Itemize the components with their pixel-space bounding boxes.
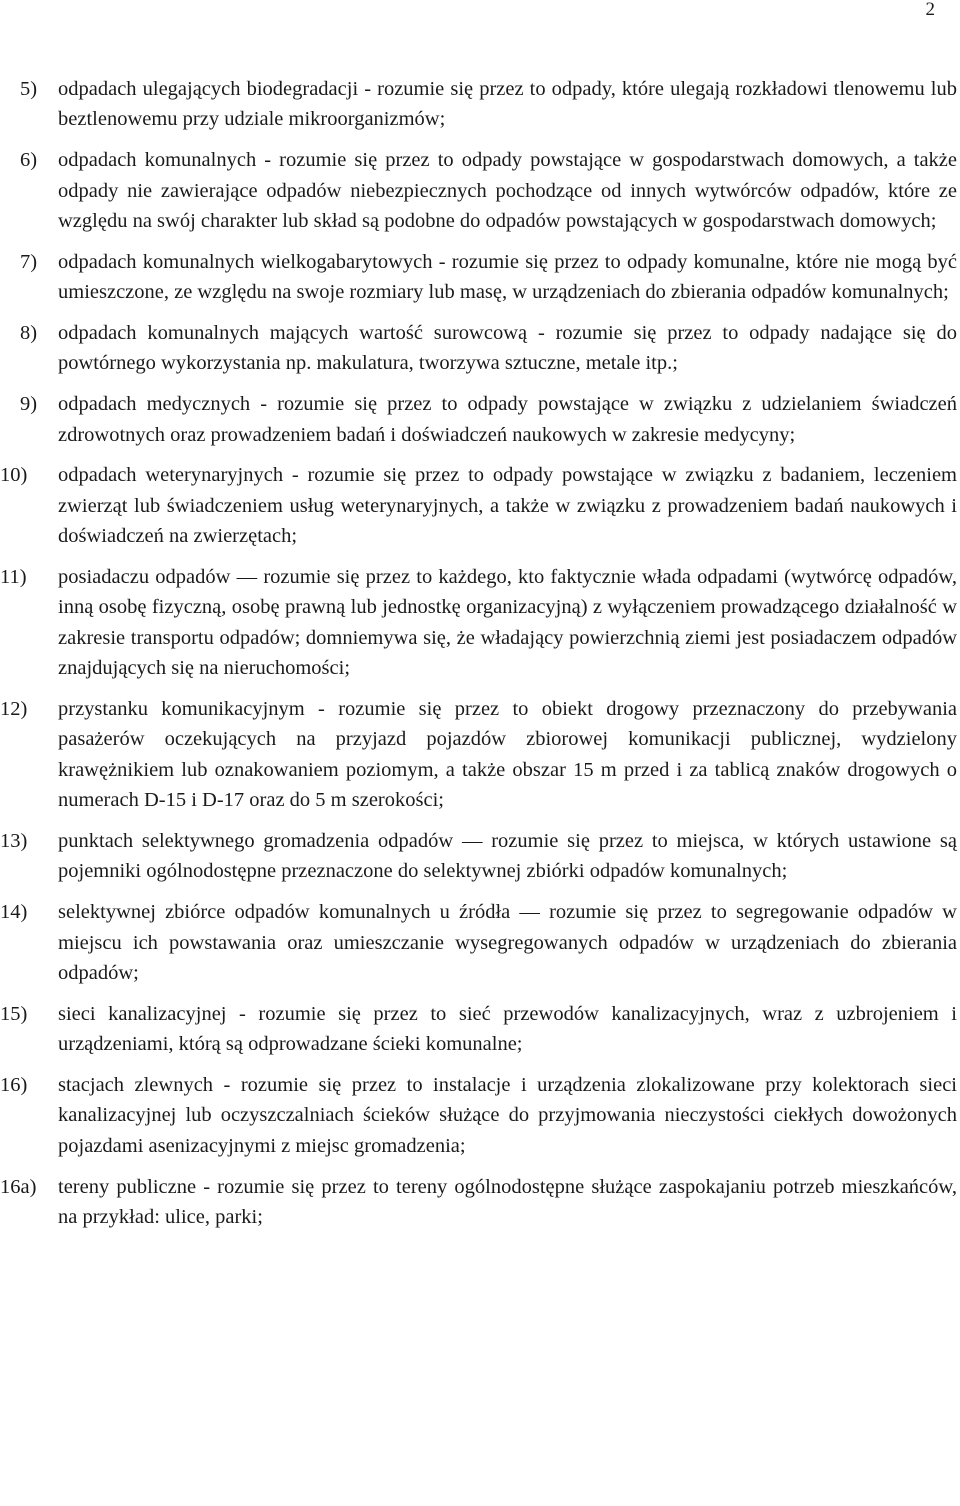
item-number: 15) [0, 1002, 28, 1025]
definition-item-9 [0, 389, 960, 450]
definition-item-6 [0, 145, 960, 236]
item-text: stacjach zlewnych - rozumie się przez to instalacje i urządzenia zlokalizowane przy kolektorach sieci kanalizacyjnej lub oczyszczalniach ścieków służące do przyjmowania nieczystości ciekłych dowożonych pojazdami asenizacyjnymi z miejsc gromadzenia; [58, 1074, 957, 1157]
item-text: odpadach komunalnych wielkogabarytowych - rozumie się przez to odpady komunalne, które nie mogą być umieszczone, ze względu na swoje rozmiary lub masę, w urządzeniach do zbierania odpadów komunalnych; [58, 250, 957, 304]
item-number: 5) [20, 78, 38, 100]
page-number: 2 [925, 0, 935, 20]
item-number: 16a) [0, 1175, 37, 1198]
definition-item-14 [0, 897, 960, 988]
definition-item-8 [0, 318, 960, 379]
item-text: sieci kanalizacyjnej - rozumie się przez to sieć przewodów kanalizacyjnych, wraz z uzbrojeniem i urządzeniami, którą są odprowadzane ścieki komunalne; [58, 1002, 957, 1056]
item-text: odpadach weterynaryjnych - rozumie się przez to odpady powstające w związku z badaniem, leczeniem zwierząt lub świadczeniem usług weterynaryjnych, a także w związku z prowadzeniem badań naukowych i doświadczeń na zwierzętach; [58, 464, 957, 548]
definition-item-7 [0, 247, 960, 308]
item-number: 16) [0, 1074, 28, 1097]
item-number: 12) [0, 698, 28, 721]
item-number: 9) [20, 393, 38, 416]
item-text: posiadaczu odpadów — rozumie się przez to każdego, kto faktycznie włada odpadami (wytwórcę odpadów, inną osobę fizyczną, osobę prawną lub jednostkę organizacyjną) z wyłączeniem prowadzącego działalność w zakresie transportu odpadów; domniemywa się, że władający powierzchnią ziemi jest posiadaczem odpadów znajdujących się na nieruchomości; [58, 566, 957, 680]
item-number: 6) [20, 149, 38, 172]
definition-item-12 [0, 694, 960, 816]
item-text: odpadach medycznych - rozumie się przez to odpady powstające w związku z udzielaniem świadczeń zdrowotnych oraz prowadzeniem badań i doświadczeń naukowych w zakresie medycyny; [58, 393, 957, 446]
definition-item-13 [0, 826, 960, 887]
item-number: 14) [0, 901, 28, 924]
item-text: odpadach komunalnych - rozumie się przez to odpady powstające w gospodarstwach domowych, a także odpady nie zawierające odpadów niebezpiecznych pochodzące od innych wytwórców odpadów, które ze względu na swój charakter lub skład są podobne do odpadów powstających w gospodarstwach domowych; [58, 149, 957, 233]
item-number: 8) [20, 322, 38, 345]
item-text: tereny publiczne - rozumie się przez to tereny ogólnodostępne służące zaspokajaniu potrzeb mieszkańców, na przykład: ulice, parki; [58, 1175, 957, 1229]
item-text: odpadach komunalnych mających wartość surowcową - rozumie się przez to odpady nadające się do powtórnego wykorzystania np. makulatura, tworzywa sztuczne, metale itp.; [58, 322, 957, 375]
definition-item-16a [0, 1172, 960, 1233]
item-number: 7) [20, 250, 38, 273]
definition-item-15 [0, 999, 960, 1060]
item-text: punktach selektywnego gromadzenia odpadów — rozumie się przez to miejsca, w których ustawione są pojemniki ogólnodostępne przeznaczone do selektywnej zbiórki odpadów komunalnych; [58, 830, 957, 883]
item-number: 11) [0, 566, 27, 589]
definition-item-5 [0, 74, 960, 135]
definitions-list [0, 74, 960, 1243]
item-text: selektywnej zbiórce odpadów komunalnych u źródła — rozumie się przez to segregowanie odpadów w miejscu ich powstawania oraz umieszczanie wysegregowanych odpadów w urządzeniach do zbierania odpadów; [58, 901, 957, 985]
item-number: 10) [0, 464, 28, 487]
item-text: odpadach ulegających biodegradacji - rozumie się przez to odpady, które ulegają rozkładowi tlenowemu lub beztlenowemu przy udziale mikroorganizmów; [58, 78, 957, 131]
definition-item-16 [0, 1070, 960, 1161]
item-text: przystanku komunikacyjnym - rozumie się przez to obiekt drogowy przeznaczony do przebywania pasażerów oczekujących na przyjazd pojazdów zbiorowej komunikacji publicznej, wydzielony krawężnikiem lub oznakowaniem poziomym, a także obszar 15 m przed i za tablicą znaków drogowych o numerach D-15 i D-17 oraz do 5 m szerokości; [58, 698, 957, 812]
definition-item-11 [0, 562, 960, 684]
item-number: 13) [0, 830, 28, 853]
definition-item-10 [0, 460, 960, 551]
